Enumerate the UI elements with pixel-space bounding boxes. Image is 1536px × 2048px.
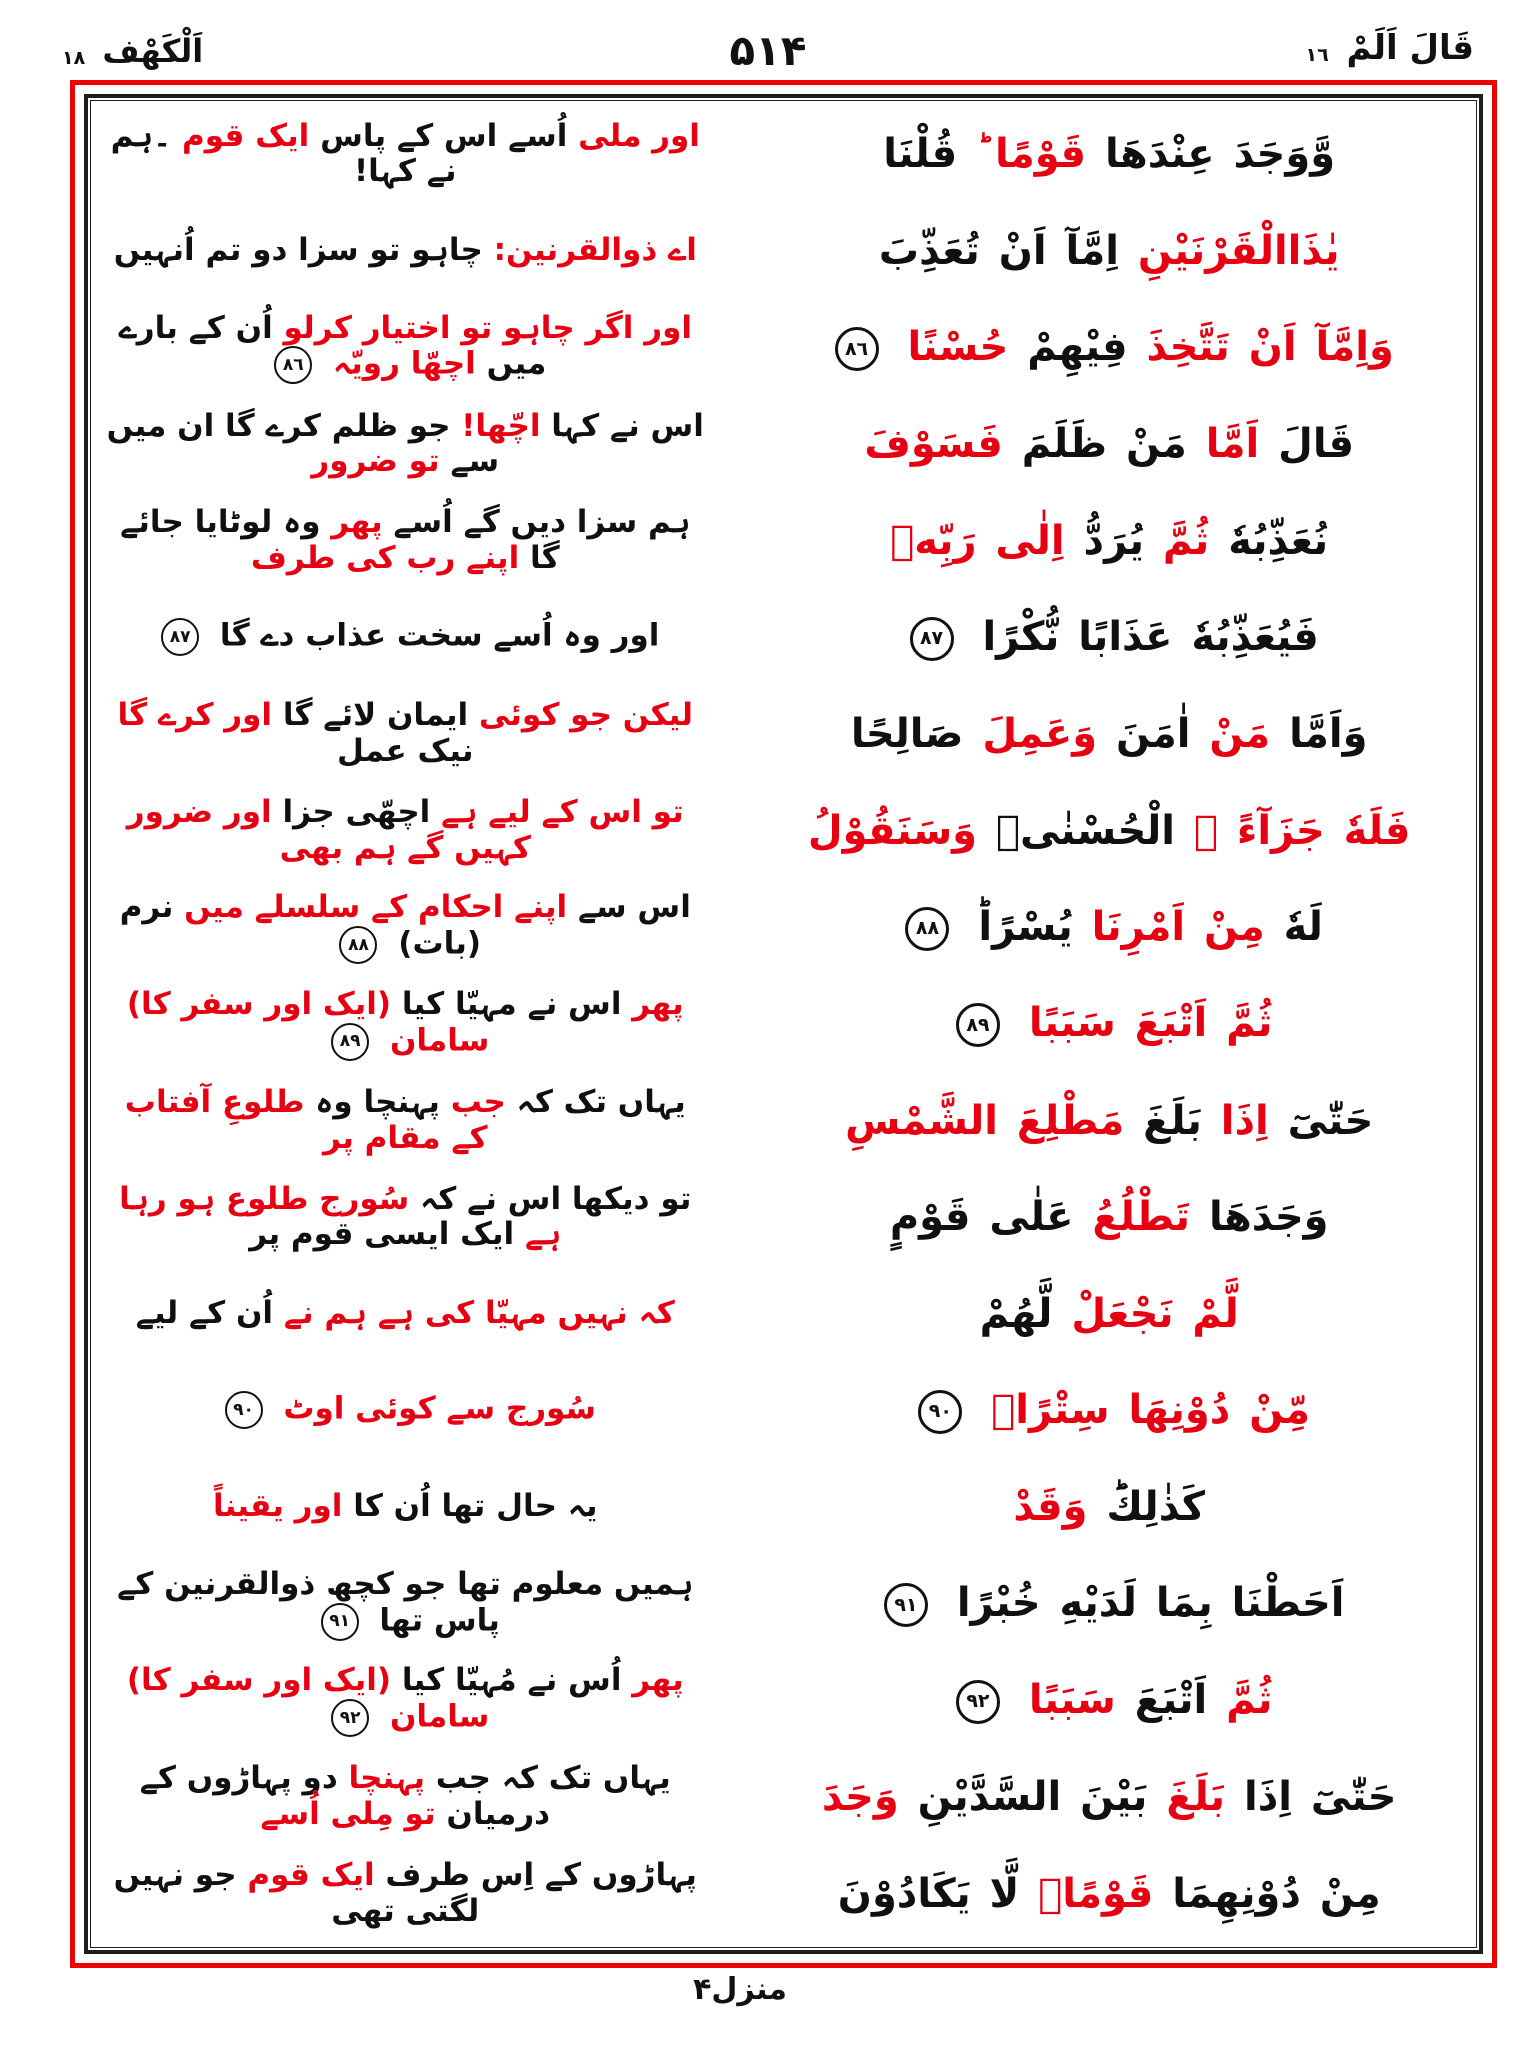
ayah-row (102, 1169, 1465, 1266)
arabic-segment: اِلٰى رَبِّهٖ (890, 517, 1065, 564)
urdu-segment: ہمیں معلوم تھا جو کچھ ذوالقرنین کے پاس تھا (117, 1565, 694, 1638)
urdu-translation-line (102, 119, 713, 190)
ayah-row (102, 976, 1465, 1073)
arabic-segment: لَّا يَكَادُوْنَ (837, 1870, 1020, 1917)
arabic-segment: مَطْلِعَ الشَّمْسِ (845, 1097, 1125, 1144)
urdu-segment: نیک عمل (337, 733, 474, 770)
urdu-segment: جب (439, 1083, 506, 1120)
ayah-row (102, 1459, 1465, 1556)
urdu-segment: اور وہ اُسے سخت عذاب دے گا (209, 617, 660, 654)
urdu-segment: جو نہیں لگتی تھی (113, 1856, 480, 1929)
urdu-segment: یہ حال تھا اُن کا (342, 1488, 598, 1525)
arabic-segment: وَجَدَهَا (1190, 1194, 1329, 1241)
urdu-segment: ایک قوم (236, 1856, 375, 1893)
ayah-row (102, 493, 1465, 590)
verse-number-marker: ٨٧ (910, 617, 954, 661)
urdu-translation-line (102, 311, 713, 385)
arabic-segment: اِذَا (1201, 1097, 1269, 1144)
urdu-segment: پھر (621, 1662, 684, 1699)
arabic-segment: مَنْ ظَلَمَ (1002, 421, 1187, 468)
ayah-row (102, 589, 1465, 686)
page-number: ۵۱۴ (729, 26, 807, 75)
urdu-segment: یہاں تک کہ (505, 1083, 686, 1120)
juz-number: ١٦ (1305, 44, 1329, 66)
urdu-segment: اچھّی جزا (271, 794, 431, 831)
arabic-segment: وَسَنَقُوْلُ (807, 807, 978, 854)
verse-number-marker: ٨٧ (161, 618, 199, 656)
arabic-segment: اٰمَنَ (1097, 711, 1191, 758)
arabic-segment: اَتْبَعَ (1115, 1676, 1208, 1723)
urdu-segment: پھر (320, 504, 383, 541)
urdu-segment: ایک قوم (171, 117, 310, 154)
urdu-segment: چاہو تو سزا دو تم اُنہیں (113, 232, 483, 269)
urdu-segment: اپنے رب کی طرف (250, 539, 520, 576)
arabic-segment: يٰذَاالْقَرْنَيْنِ (1119, 227, 1340, 274)
urdu-segment: اور اگر چاہو تو اختیار کرلو (272, 309, 692, 346)
arabic-segment: ثُمَّ اَتْبَعَ سَبَبًا (1009, 1000, 1273, 1047)
urdu-translation-line (102, 890, 713, 964)
verse-number-marker: ٩٠ (918, 1390, 962, 1434)
arabic-ayah-line (753, 1484, 1465, 1530)
urdu-segment: ایمان لائے گا (272, 697, 469, 734)
verse-number-marker: ٨٨ (339, 926, 377, 964)
arabic-segment: حَتّٰىٓ (1268, 1097, 1374, 1144)
arabic-segment: سَبَبًا (1009, 1676, 1116, 1723)
arabic-segment: لَّهُمْ (979, 1290, 1053, 1337)
urdu-segment: ایک ایسی قوم پر (249, 1216, 515, 1253)
verse-number-marker: ٨٩ (331, 1023, 369, 1061)
urdu-translation-line (102, 1858, 713, 1929)
urdu-translation-line (102, 795, 713, 866)
arabic-segment: وَاِمَّآ اَنْ تَتَّخِذَ (1127, 324, 1394, 371)
ayah-row (102, 1652, 1465, 1749)
urdu-segment: اور ملی (567, 117, 700, 154)
urdu-segment: تو اس کے لیے ہے (430, 794, 684, 831)
urdu-segment: جو ظلم کرے گا ان میں سے (106, 407, 500, 480)
urdu-translation-line (102, 505, 713, 576)
arabic-segment: وَّوَجَدَ عِنْدَهَا (1086, 131, 1336, 178)
urdu-segment: اچّھا! (450, 407, 541, 444)
urdu-segment: تو ضرور (311, 443, 440, 480)
verse-number-marker: ٩١ (321, 1603, 359, 1641)
arabic-segment: فِيْهِمْ (1008, 324, 1128, 371)
arabic-segment: بَيْنَ السَّدَّيْنِ (898, 1773, 1148, 1820)
ayah-row (102, 1749, 1465, 1846)
urdu-segment: اس نے کہا (540, 407, 704, 444)
urdu-segment: اُن کے لیے (135, 1294, 274, 1331)
ayah-row (102, 396, 1465, 493)
urdu-segment: کہ نہیں مہیّا کی ہے ہم نے (273, 1294, 675, 1331)
arabic-ayah-line (753, 1387, 1465, 1434)
urdu-translation-line (102, 1489, 713, 1525)
manzil-footer: منزل۴ (693, 1972, 787, 2007)
verse-number-marker: ٩٢ (331, 1699, 369, 1737)
arabic-ayah-line (753, 1098, 1465, 1144)
arabic-ayah-line (753, 228, 1465, 274)
arabic-ayah-line (753, 904, 1465, 951)
arabic-segment: حُسْنًا (888, 324, 1009, 371)
urdu-segment: اپنے احکام کے سلسلے میں (173, 889, 568, 926)
arabic-segment: اَحَطْنَا بِمَا لَدَيْهِ خُبْرًا (937, 1580, 1345, 1627)
urdu-translation-line (102, 1296, 713, 1332)
verse-number-marker: ٨٨ (905, 907, 949, 951)
arabic-segment: كَذٰلِكَؕ (1087, 1484, 1206, 1531)
ayah-row (102, 299, 1465, 396)
ayah-row (102, 106, 1465, 203)
urdu-translation-line (102, 1567, 713, 1641)
urdu-translation-line (102, 409, 713, 480)
arabic-ayah-line (753, 1774, 1465, 1820)
urdu-segment: تو مِلی اُسے (260, 1795, 436, 1832)
arabic-ayah-line (753, 614, 1465, 661)
urdu-segment: اور یقیناً (212, 1488, 343, 1525)
urdu-segment: دو پہاڑوں کے درمیان (139, 1760, 551, 1832)
urdu-segment: اس نے مہیّا کیا (391, 986, 622, 1023)
arabic-segment: مِنْ دُوْنِهِمَا (1153, 1870, 1381, 1917)
arabic-ayah-line (753, 711, 1465, 757)
urdu-segment: اے ذوالقرنین: (482, 232, 697, 269)
arabic-segment: قَوْمًا (976, 131, 1087, 178)
verse-number-marker: ٩٠ (225, 1391, 263, 1429)
urdu-translation-line (102, 1663, 713, 1737)
urdu-translation-line (102, 1391, 713, 1429)
arabic-ayah-line (753, 324, 1465, 371)
urdu-translation-line (102, 698, 713, 769)
arabic-segment: لَهٗ (1264, 903, 1323, 950)
arabic-ayah-line (753, 1677, 1465, 1724)
urdu-translation-line (102, 1182, 713, 1253)
urdu-segment: پہاڑوں کے اِس طرف (374, 1856, 697, 1893)
arabic-segment: اِمَّآ اَنْ تُعَذِّبَ (878, 227, 1119, 274)
urdu-translation-line (102, 618, 713, 656)
ayah-row (102, 203, 1465, 300)
arabic-segment: وَجَدَ (821, 1773, 899, 1820)
ayah-row (102, 1362, 1465, 1459)
arabic-segment: عَلٰى قَوْمٍ (889, 1194, 1074, 1241)
ayah-rows-container (102, 106, 1465, 1942)
arabic-segment: قَوْمًاۙ (1019, 1870, 1154, 1917)
urdu-segment: ہم سزا دیں گے اُسے (382, 504, 691, 541)
arabic-segment: ۨ الْحُسْنٰىۚ (977, 807, 1194, 854)
arabic-segment: فَلَهٗ جَزَآءً (1193, 807, 1411, 854)
arabic-segment: بَلَغَ (1147, 1773, 1226, 1820)
arabic-segment: ثُمَّ (1143, 517, 1210, 564)
arabic-segment: وَقَدْ (1013, 1484, 1088, 1531)
ayah-row (102, 1555, 1465, 1652)
urdu-segment: اُس نے مُہیّا کیا (391, 1662, 622, 1699)
arabic-ayah-line (753, 1000, 1465, 1047)
arabic-ayah-line (753, 421, 1465, 467)
urdu-segment: (ایک اور سفر کا) سامان (126, 986, 490, 1059)
urdu-translation-line (102, 987, 713, 1061)
arabic-ayah-line (753, 808, 1465, 854)
arabic-segment: يُسْرًاؕ (959, 903, 1073, 950)
arabic-ayah-line (753, 518, 1465, 564)
ayah-row (102, 686, 1465, 783)
urdu-translation-line (102, 233, 713, 269)
arabic-segment: نُعَذِّبُهٗ (1209, 517, 1329, 564)
ayah-row (102, 782, 1465, 879)
arabic-segment: بَلَغَ (1124, 1097, 1202, 1144)
arabic-ayah-line (753, 131, 1465, 177)
ayah-row (102, 1845, 1465, 1942)
arabic-ayah-line (753, 1291, 1465, 1337)
surah-title-text: اَلْكَهْف (102, 32, 204, 70)
arabic-ayah-line (753, 1580, 1465, 1627)
urdu-segment: پھر (621, 986, 684, 1023)
ayah-row (102, 879, 1465, 976)
page-header (0, 22, 1536, 82)
arabic-segment: فَيُعَذِّبُهٗ عَذَابًا نُّكْرًا (963, 613, 1319, 660)
arabic-segment: وَاَمَّا (1270, 711, 1368, 758)
verse-number-marker: ٨٦ (835, 327, 879, 371)
arabic-ayah-line (753, 1194, 1465, 1240)
urdu-segment: وہ لوٹایا جائے گا (120, 504, 560, 576)
urdu-segment: سُورج طلوع ہو رہا ہے (119, 1180, 562, 1253)
urdu-segment: اور ضرور کہیں گے ہم بھی (126, 794, 531, 866)
urdu-segment: اُسے اس کے پاس (309, 117, 568, 154)
arabic-segment: يُرَدُّ (1064, 517, 1144, 564)
urdu-segment: اس سے (567, 889, 691, 926)
urdu-segment: طلوعِ آفتاب کے مقام پر (124, 1083, 488, 1156)
urdu-segment: سُورج سے کوئی اوٹ (272, 1390, 596, 1427)
urdu-segment: اور کرے گا (117, 697, 273, 734)
arabic-ayah-line (753, 1871, 1465, 1917)
verse-number-marker: ٩٢ (956, 1680, 1000, 1724)
inner-black-border (84, 94, 1483, 1954)
urdu-segment: پہنچا (337, 1760, 425, 1797)
urdu-segment: لیکن جو کوئی (468, 697, 693, 734)
surah-title (62, 32, 203, 70)
arabic-segment: ؕ قُلْنَا (883, 131, 977, 178)
urdu-segment: ۔ہم نے کہا! (110, 117, 457, 190)
arabic-segment: اَمَّا (1186, 421, 1260, 468)
outer-red-border (70, 80, 1497, 1968)
urdu-segment: اچھّا رویّہ (322, 345, 476, 382)
urdu-segment: (ایک اور سفر کا) سامان (126, 1662, 490, 1735)
arabic-segment: حَتّٰىٓ اِذَا (1225, 1773, 1397, 1820)
verse-number-marker: ٨٦ (274, 346, 312, 384)
arabic-segment: مِّنْ دُوْنِهَا سِتْرًاۙ (972, 1386, 1311, 1433)
arabic-segment: صَالِحًا (850, 711, 964, 758)
juz-title-text: قَالَ اَلَمْ (1346, 28, 1474, 68)
ayah-row (102, 1072, 1465, 1169)
arabic-segment: لَّمْ نَجْعَلْ (1052, 1290, 1239, 1337)
arabic-segment: تَطْلُعُ (1073, 1194, 1191, 1241)
urdu-segment: اُن کے بارے میں (118, 309, 547, 382)
urdu-translation-line (102, 1761, 713, 1832)
ayah-row (102, 1266, 1465, 1363)
arabic-segment: مِنْ اَمْرِنَا (1072, 903, 1265, 950)
arabic-segment: قَالَ (1259, 421, 1355, 468)
verse-number-marker: ٨٩ (956, 1003, 1000, 1047)
arabic-segment: ثُمَّ (1207, 1676, 1273, 1723)
arabic-segment: فَسَوْفَ (864, 421, 1003, 468)
urdu-segment: پہنچا وہ (304, 1083, 440, 1120)
urdu-segment: نرم (بات) (119, 889, 482, 962)
arabic-segment: مَنْ (1190, 711, 1271, 758)
urdu-translation-line (102, 1085, 713, 1156)
urdu-segment: یہاں تک کہ جب (424, 1760, 671, 1797)
arabic-segment: وَعَمِلَ (963, 711, 1098, 758)
verse-number-marker: ٩١ (884, 1583, 928, 1627)
urdu-segment: تو دیکھا اس نے کہ (409, 1180, 692, 1217)
surah-number: ١٨ (62, 47, 86, 69)
